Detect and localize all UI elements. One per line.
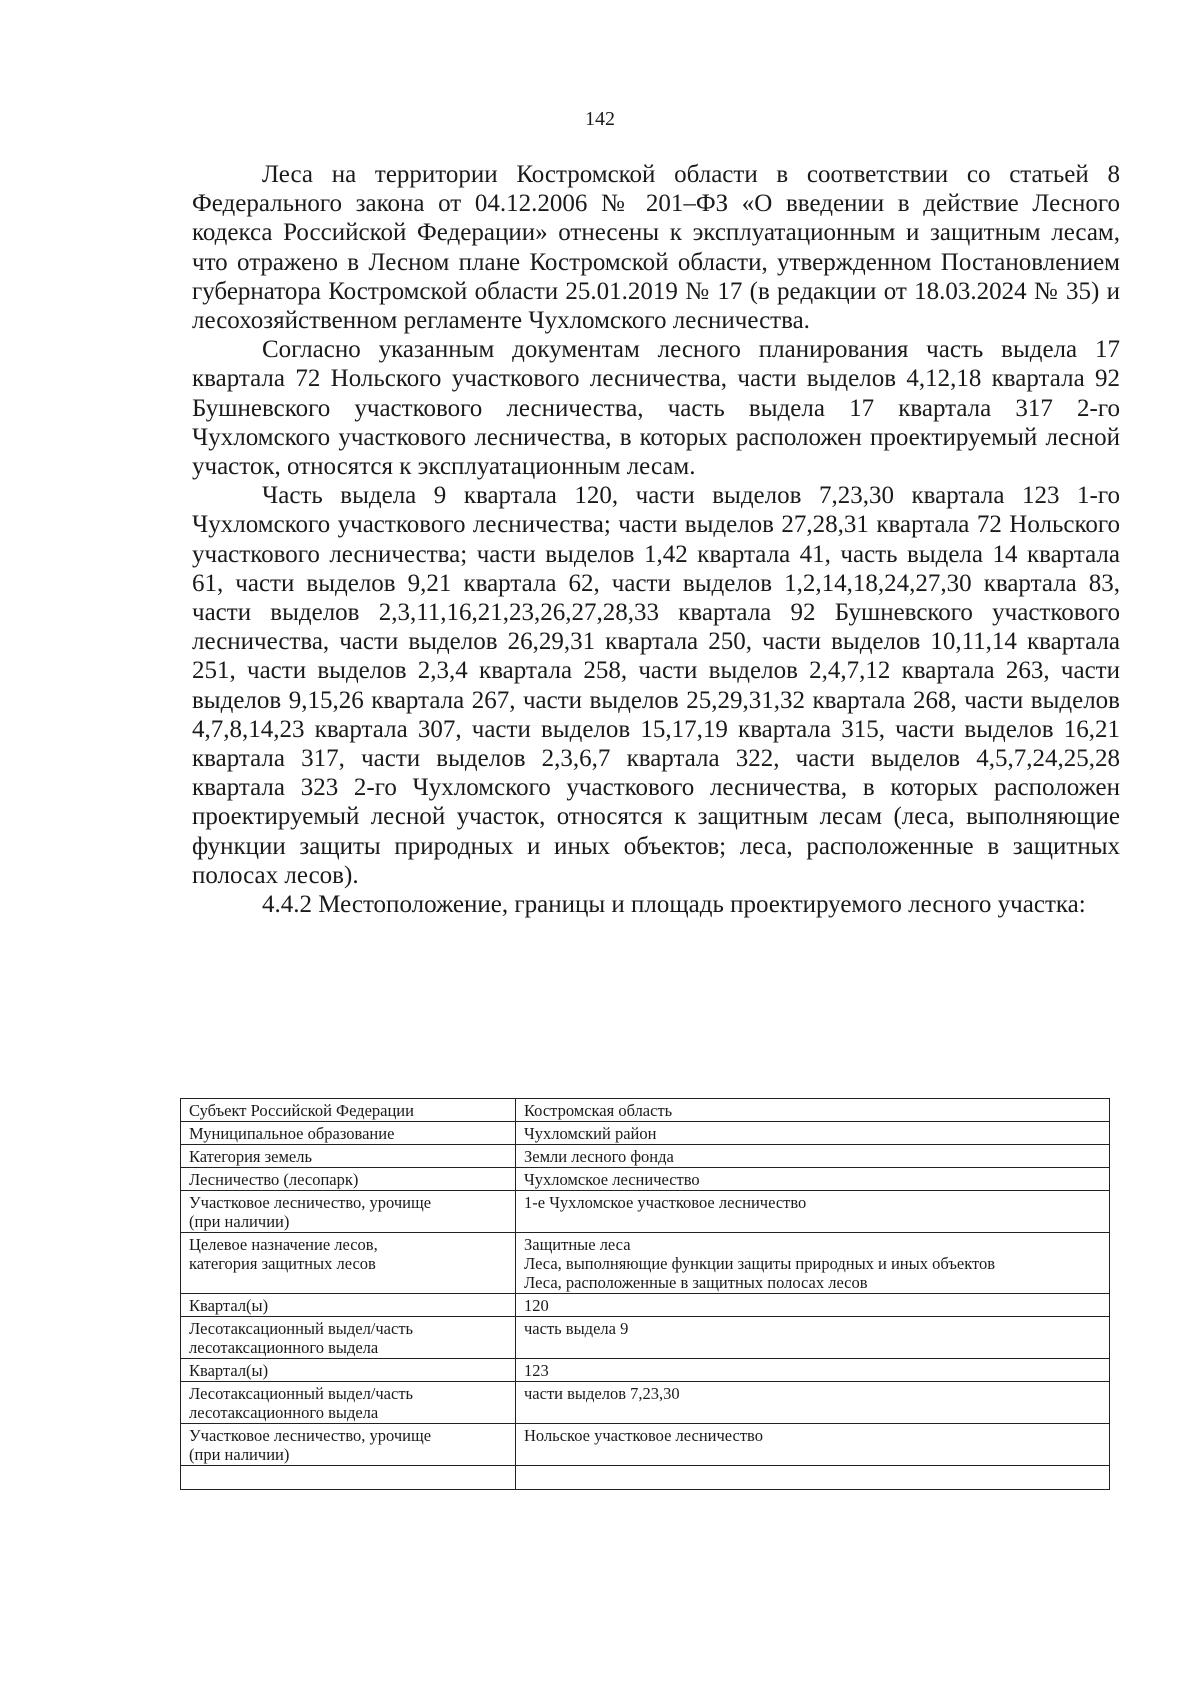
row-value: 123 (516, 1359, 1110, 1382)
row-value: 120 (516, 1294, 1110, 1317)
paragraph-exploitation-forests: Согласно указанным документам лесного планирования часть выдела 17 квартала 72 Нольского участкового лесничества, части выделов 4,12,18 квартала 92 Бушневского участкового лесничества, часть выдела 17 квартала 317 2-го Чухломского участкового лесничества, в которых расположен проектируемый лесной участок, относятся к эксплуатационным лесам. (192, 336, 1120, 481)
row-value: части выделов 7,23,30 (516, 1382, 1110, 1424)
table-row (181, 1122, 1110, 1145)
page-number: 142 (585, 108, 615, 130)
table-row (181, 1359, 1110, 1382)
row-value: 1-е Чухломское участковое лесничество (516, 1191, 1110, 1233)
table-row (181, 1233, 1110, 1294)
table-row (181, 1168, 1110, 1191)
row-value: Костромская область (516, 1099, 1110, 1122)
row-label: Целевое назначение лесов, категория защитных лесов (181, 1233, 516, 1294)
paragraph-forest-classification: Леса на территории Костромской области в соответствии со статьей 8 Федерального закона от 04.12.2006 № 201–ФЗ «О введении в действие Лесного кодекса Российской Федерации» отнесены к эксплуатационным и защитным лесам, что отражено в Лесном плане Костромской области, утвержденном Постановлением губернатора Костромской области 25.01.2019 № 17 (в редакции от 18.03.2024 № 35) и лесохозяйственном регламенте Чухломского лесничества. (192, 161, 1120, 335)
row-label: Квартал(ы) (181, 1294, 516, 1317)
table-row (181, 1317, 1110, 1359)
plot-location-table (180, 1098, 1110, 1490)
table-row (181, 1099, 1110, 1122)
row-value: Нольское участковое лесничество (516, 1424, 1110, 1466)
row-label: Лесничество (лесопарк) (181, 1168, 516, 1191)
row-value (516, 1466, 1110, 1490)
table-row (181, 1191, 1110, 1233)
row-value: Чухломское лесничество (516, 1168, 1110, 1191)
row-label: Субъект Российской Федерации (181, 1099, 516, 1122)
table-row (181, 1145, 1110, 1168)
document-body (192, 160, 1120, 919)
paragraph-protective-forests: Часть выдела 9 квартала 120, части выделов 7,23,30 квартала 123 1-го Чухломского участкового лесничества; части выделов 27,28,31 квартала 72 Нольского участкового лесничества; части выделов 1,42 квартала 41, часть выдела 14 квартала 61, части выделов 9,21 квартала 62, части выделов 1,2,14,18,24,27,30 квартала 83, части выделов 2,3,11,16,21,23,26,27,28,33 квартала 92 Бушневского участкового лесничества, части выделов 26,29,31 квартала 250, части выделов 10,11,14 квартала 251, части выделов 2,3,4 квартала 258, части выделов 2,4,7,12 квартала 263, части выделов 9,15,26 квартала 267, части выделов 25,29,31,32 квартала 268, части выделов 4,7,8,14,23 квартала 307, части выделов 15,17,19 квартала 315, части выделов 16,21 квартала 317, части выделов 2,3,6,7 квартала 322, части выделов 4,5,7,24,25,28 квартала 323 2-го Чухломского участкового лесничества, в которых расположен проектируемый лесной участок, относятся к защитным лесам (леса, выполняющие функции защиты природных и иных объектов; леса, расположенные в защитных полосах лесов). (192, 482, 1120, 889)
row-label (181, 1466, 516, 1490)
row-value: часть выдела 9 (516, 1317, 1110, 1359)
table-row (181, 1382, 1110, 1424)
row-value: Земли лесного фонда (516, 1145, 1110, 1168)
table-row (181, 1294, 1110, 1317)
section-heading-4-4-2: 4.4.2 Местоположение, границы и площадь проектируемого лесного участка: (262, 891, 1086, 919)
row-label: Участковое лесничество, урочище (при наличии) (181, 1424, 516, 1466)
row-value: Защитные леса Леса, выполняющие функции защиты природных и иных объектов Леса, расположенные в защитных полосах лесов (516, 1233, 1110, 1294)
row-label: Участковое лесничество, урочище (при наличии) (181, 1191, 516, 1233)
row-label: Категория земель (181, 1145, 516, 1168)
row-label: Лесотаксационный выдел/часть лесотаксационного выдела (181, 1382, 516, 1424)
table-row (181, 1424, 1110, 1466)
row-label: Квартал(ы) (181, 1359, 516, 1382)
table-row-empty (181, 1466, 1110, 1490)
row-label: Лесотаксационный выдел/часть лесотаксационного выдела (181, 1317, 516, 1359)
row-label: Муниципальное образование (181, 1122, 516, 1145)
row-value: Чухломский район (516, 1122, 1110, 1145)
